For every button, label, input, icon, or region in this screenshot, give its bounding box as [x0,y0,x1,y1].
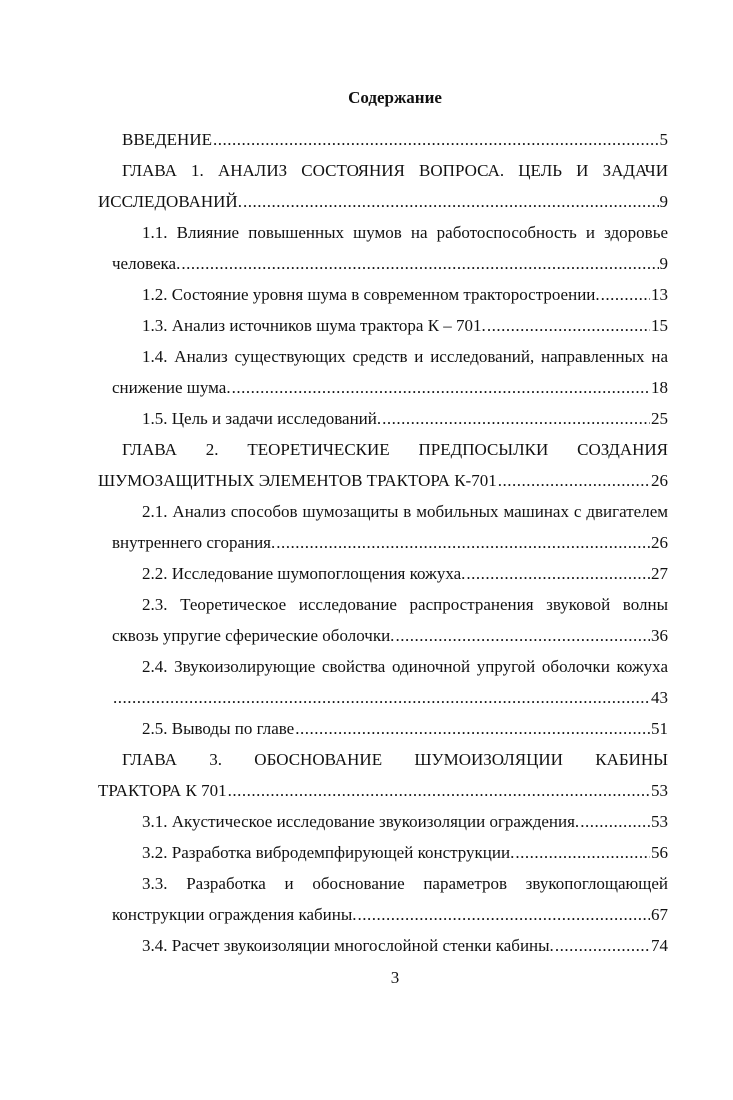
toc-page-number: 36 [651,626,668,645]
toc-entry-text: 2.5. Выводы по главе [142,719,295,738]
toc-entry-line [98,930,668,961]
dot-leader [601,279,650,310]
toc-entry-text: ГЛАВА 1. АНАЛИЗ СОСТОЯНИЯ ВОПРОСА. ЦЕЛЬ И ЗАДАЧИ [122,161,668,180]
toc-entry-line [98,713,668,744]
toc-entry-chapter[interactable] [98,434,668,496]
toc-entry-line [98,124,668,155]
toc-entry-text: 1.2. Состояние уровня шума в современном тракторостроении. [142,285,600,304]
toc-entry-line [98,279,668,310]
toc-entry-text: ГЛАВА 3. ОБОСНОВАНИЕ ШУМОИЗОЛЯЦИИ КАБИНЫ [122,750,668,769]
toc-entry-text: человека. [112,254,181,273]
toc-entry-line [98,372,668,403]
toc-entry-section[interactable] [98,868,668,930]
toc-page-number: 5 [659,130,668,149]
toc-entry-line [98,899,668,930]
dot-leader [395,620,650,651]
dot-leader [515,837,650,868]
toc-title: Содержание [348,88,442,107]
toc-entry-line [98,558,668,589]
toc-page-number: 56 [651,843,668,862]
toc-entry-line [98,310,668,341]
toc-entry-text: 1.1. Влияние повышенных шумов на работоспособность и здоровье [142,223,668,242]
toc-entry-line [98,248,668,279]
toc-page-number: 18 [651,378,668,397]
toc-entry-line [98,620,668,651]
toc-entry-line [98,403,668,434]
dot-leader [358,899,650,930]
toc-entry-text: сквозь упругие сферические оболочки. [112,626,395,645]
toc-entry-text: ИССЛЕДОВАНИЙ. [98,192,242,211]
dot-leader [181,248,658,279]
toc-entry-section[interactable] [98,403,668,434]
toc-entry-line [98,806,668,837]
toc-entry-text: ШУМОЗАЩИТНЫХ ЭЛЕМЕНТОВ ТРАКТОРА К-701 [98,471,497,490]
toc-entry-text: 1.4. Анализ существующих средств и исследований, направленных на [142,347,668,366]
toc-page-number: 53 [651,812,668,831]
toc-entry-section[interactable] [98,558,668,589]
toc-entry-line [98,775,668,806]
dot-leader [243,186,659,217]
toc-entry-text: ТРАКТОРА К 701 [98,781,227,800]
dot-leader [213,124,659,155]
toc-entry-section[interactable] [98,837,668,868]
dot-leader [228,775,650,806]
toc-entry-text: снижение шума. [112,378,231,397]
dot-leader [498,465,650,496]
toc-entry-text: 2.1. Анализ способов шумозащиты в мобильных машинах с двигателем [142,502,668,521]
toc-entry-line [98,465,668,496]
toc-page-number: 25 [651,409,668,428]
dot-leader [555,930,650,961]
toc-page-number: 74 [651,936,668,955]
dot-leader [382,403,650,434]
toc-entry-section[interactable] [98,310,668,341]
dot-leader [487,310,650,341]
toc-page-number: 51 [651,719,668,738]
toc-entry-text: конструкции ограждения кабины. [112,905,357,924]
toc-page-number: 15 [651,316,668,335]
toc-entry-chapter[interactable] [98,155,668,217]
toc-entry-intro[interactable] [98,124,668,155]
dot-leader [113,682,650,713]
dot-leader [276,527,650,558]
toc-entry-text: 3.2. Разработка вибродемпфирующей конструкции. [142,843,515,862]
toc-entry-text: ВВЕДЕНИЕ [122,130,212,149]
toc-page-number: 27 [651,564,668,583]
toc-entry-chapter[interactable] [98,744,668,806]
toc-entry-text: 3.3. Разработка и обоснование параметров звукопоглощающей [142,874,668,893]
toc-entry-section[interactable] [98,930,668,961]
toc-entry-text: 3.1. Акустическое исследование звукоизоляции ограждения. [142,812,580,831]
toc-page-number: 26 [651,533,668,552]
toc-entry-line [98,682,668,713]
toc-entry-text: 2.3. Теоретическое исследование распространения звуковой волны [142,595,668,614]
toc-entry-section[interactable] [98,651,668,713]
table-of-contents [98,124,668,961]
toc-entry-text: 1.5. Цель и задачи исследований. [142,409,382,428]
toc-entry-line [98,186,668,217]
toc-entry-text: 3.4. Расчет звукоизоляции многослойной стенки кабины. [142,936,554,955]
toc-page-number: 53 [651,781,668,800]
toc-page-number: 13 [651,285,668,304]
toc-page-number: 67 [651,905,668,924]
toc-entry-section[interactable] [98,217,668,279]
dot-leader [466,558,650,589]
toc-entry-section[interactable] [98,806,668,837]
page-number: 3 [390,968,400,987]
toc-page-number: 9 [659,192,668,211]
toc-entry-text: 2.2. Исследование шумопоглощения кожуха. [142,564,466,583]
toc-entry-line [98,527,668,558]
toc-entry-text: 1.3. Анализ источников шума трактора К – 701. [142,316,486,335]
dot-leader [295,713,650,744]
toc-page-number: 26 [651,471,668,490]
dot-leader [580,806,650,837]
toc-entry-text: ГЛАВА 2. ТЕОРЕТИЧЕСКИЕ ПРЕДПОСЫЛКИ СОЗДАНИЯ [122,440,668,459]
toc-page-number: 9 [659,254,668,273]
toc-entry-line [98,837,668,868]
toc-entry-section[interactable] [98,589,668,651]
toc-page-number: 43 [651,688,668,707]
toc-entry-text: внутреннего сгорания. [112,533,276,552]
toc-entry-section[interactable] [98,279,668,310]
dot-leader [232,372,650,403]
toc-entry-section[interactable] [98,496,668,558]
toc-entry-section[interactable] [98,341,668,403]
toc-entry-section[interactable] [98,713,668,744]
toc-entry-text: 2.4. Звукоизолирующие свойства одиночной упругой оболочки кожуха [142,657,668,676]
